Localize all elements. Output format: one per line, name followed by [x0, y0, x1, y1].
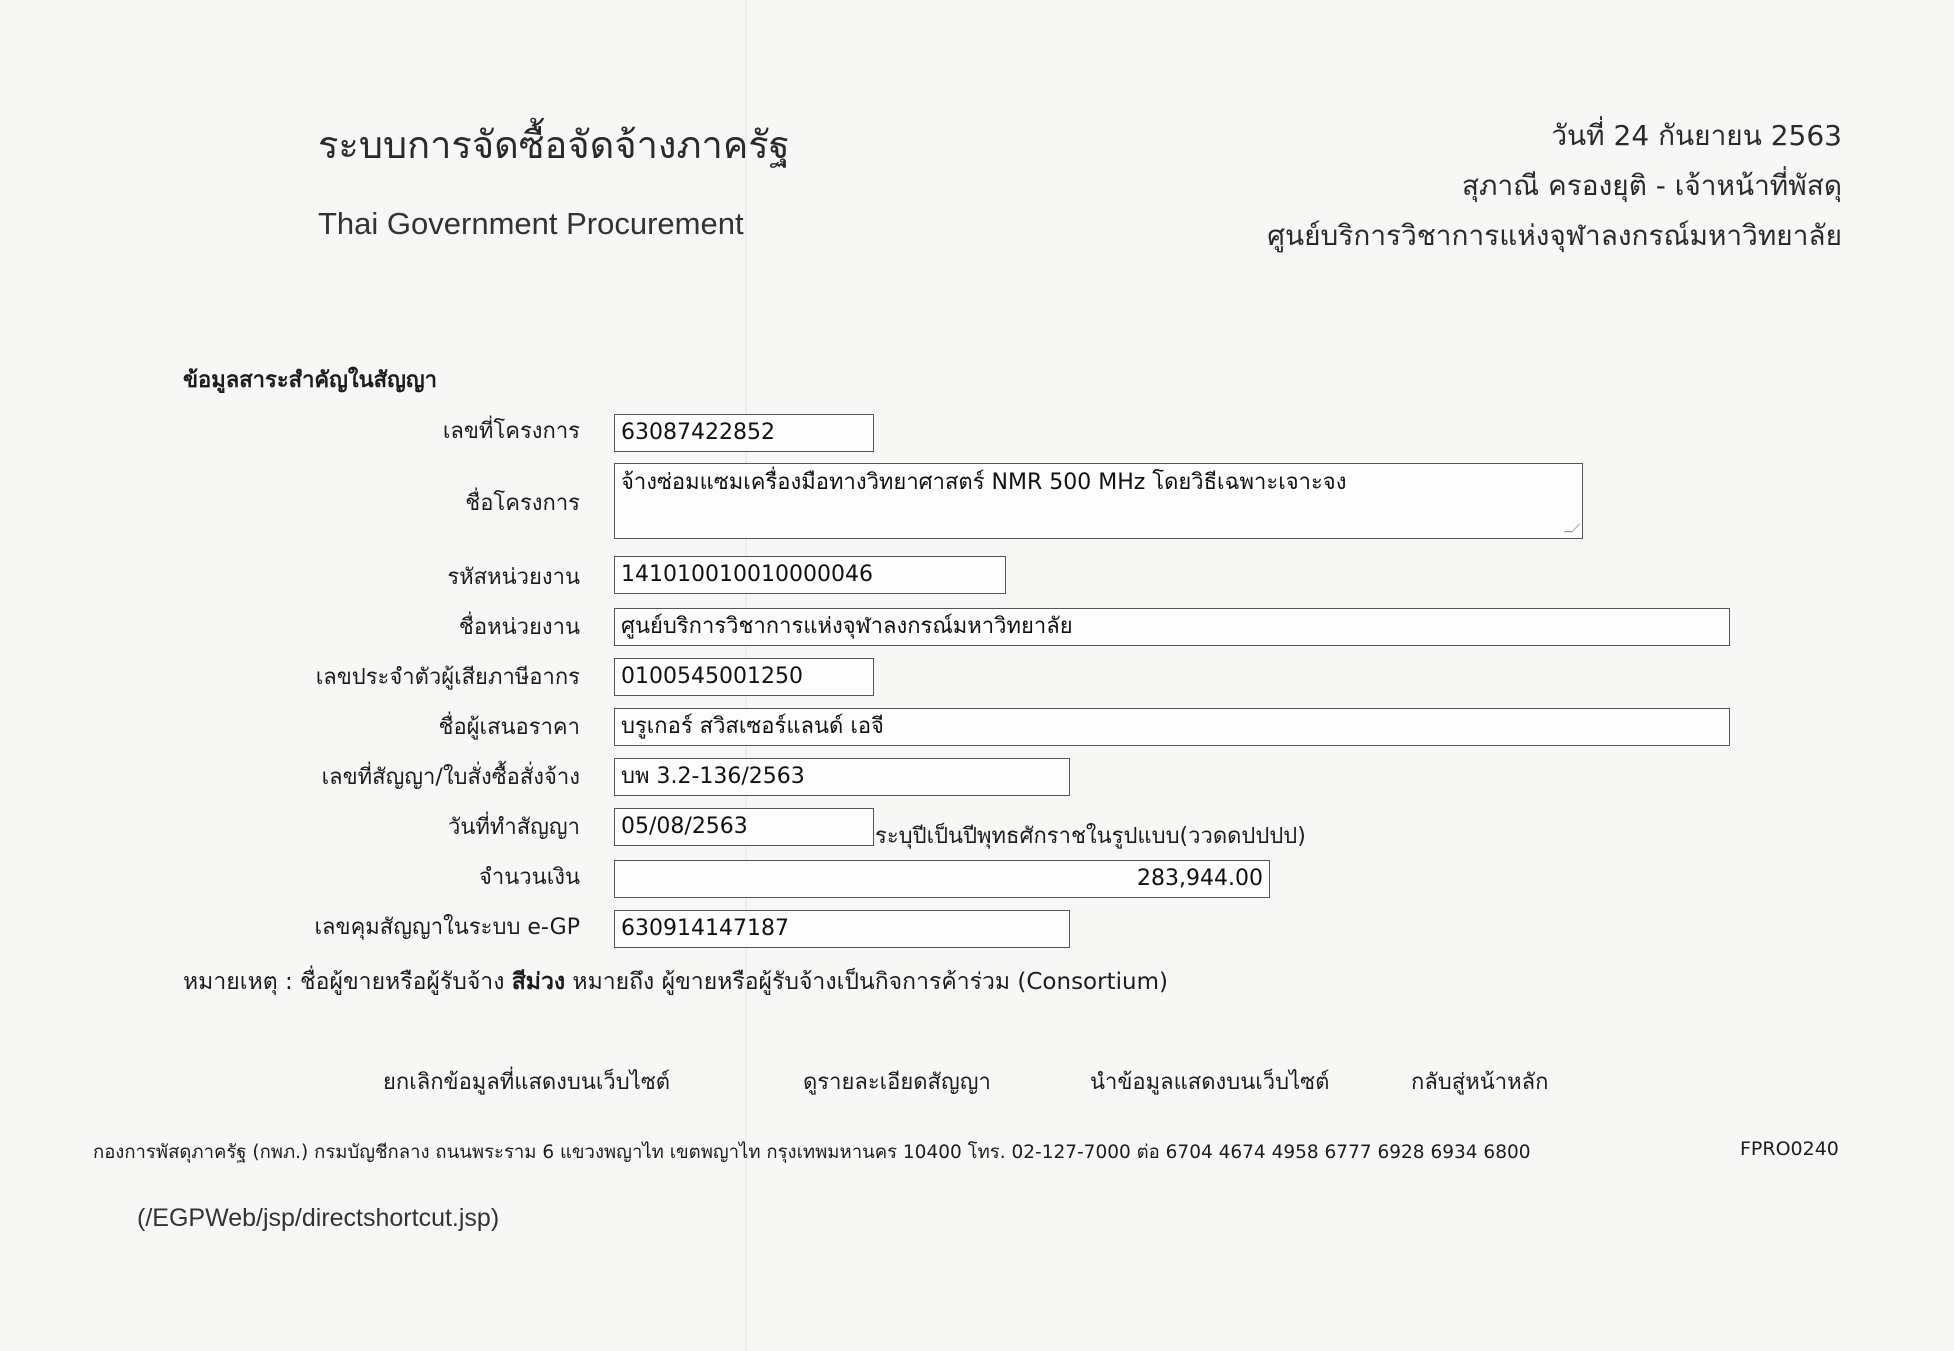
label-contract-date: วันที่ทำสัญญา: [447, 815, 580, 840]
label-amount: จำนวนเงิน: [479, 865, 580, 890]
egp-no-field[interactable]: 630914147187: [614, 910, 1070, 948]
system-title-thai: ระบบการจัดซื้อจัดจ้างภาครัฐ: [318, 123, 790, 167]
page-url: (/EGPWeb/jsp/directshortcut.jsp): [137, 1204, 500, 1232]
project-name-text: จ้างซ่อมแซมเครื่องมือทางวิทยาศาสตร์ NMR 500 MHz โดยวิธีเฉพาะเจาะจง: [621, 470, 1347, 495]
label-project-no: เลขที่โครงการ: [442, 419, 580, 444]
agency-name: ศูนย์บริการวิชาการแห่งจุฬาลงกรณ์มหาวิทยาลัย: [1267, 219, 1842, 252]
amount-field[interactable]: 283,944.00: [614, 860, 1270, 898]
contract-no-field[interactable]: บพ 3.2-136/2563: [614, 758, 1070, 796]
back-to-home-link[interactable]: กลับสู่หน้าหลัก: [1411, 1070, 1549, 1095]
contract-date-field[interactable]: 05/08/2563: [614, 808, 874, 846]
view-contract-details-link[interactable]: ดูรายละเอียดสัญญา: [803, 1070, 991, 1095]
section-title: ข้อมูลสาระสำคัญในสัญญา: [183, 368, 437, 393]
dept-name-field[interactable]: ศูนย์บริการวิชาการแห่งจุฬาลงกรณ์มหาวิทยาลัย: [614, 608, 1730, 646]
consortium-note: [183, 964, 1168, 1000]
officer-name: สุภาณี ครองยุติ - เจ้าหน้าที่พัสดุ: [1461, 169, 1842, 202]
form-code: FPRO0240: [1740, 1138, 1839, 1160]
resize-grip-icon[interactable]: [1564, 524, 1581, 532]
label-dept-code: รหัสหน่วยงาน: [447, 565, 580, 590]
label-project-name: ชื่อโครงการ: [465, 491, 580, 516]
system-title-english: Thai Government Procurement: [318, 206, 744, 241]
publish-to-website-link[interactable]: นำข้อมูลแสดงบนเว็บไซต์: [1090, 1070, 1330, 1095]
note-highlight: สีม่วง: [511, 969, 566, 995]
bidder-field[interactable]: บรูเกอร์ สวิสเซอร์แลนด์ เอจี: [614, 708, 1730, 746]
label-egp-no: เลขคุมสัญญาในระบบ e-GP: [314, 915, 580, 940]
footer-address: กองการพัสดุภาครัฐ (กพภ.) กรมบัญชีกลาง ถนนพระราม 6 แขวงพญาไท เขตพญาไท กรุงเทพมหานคร 10400 โทร. 02-127-7000 ต่อ 6704 4674 4958 6777 6928 6934 6800: [93, 1142, 1531, 1163]
label-bidder: ชื่อผู้เสนอราคา: [438, 715, 580, 740]
contract-date-hint: ระบุปีเป็นปีพุทธศักราชในรูปแบบ(ววดดปปปป): [875, 824, 1306, 849]
dept-code-field[interactable]: 141010010010000046: [614, 556, 1006, 594]
label-tax-id: เลขประจำตัวผู้เสียภาษีอากร: [315, 665, 580, 690]
label-dept-name: ชื่อหน่วยงาน: [458, 615, 580, 640]
cancel-publish-link[interactable]: ยกเลิกข้อมูลที่แสดงบนเว็บไซต์: [383, 1070, 671, 1095]
project-name-textarea[interactable]: [614, 463, 1583, 539]
note-suffix: หมายถึง ผู้ขายหรือผู้รับจ้างเป็นกิจการค้าร่วม (Consortium): [565, 969, 1168, 995]
print-date: วันที่ 24 กันยายน 2563: [1551, 119, 1842, 152]
note-prefix: หมายเหตุ : ชื่อผู้ขายหรือผู้รับจ้าง: [183, 969, 512, 995]
tax-id-field[interactable]: 0100545001250: [614, 658, 874, 696]
label-contract-no: เลขที่สัญญา/ใบสั่งซื้อสั่งจ้าง: [321, 765, 580, 790]
project-no-field[interactable]: 63087422852: [614, 414, 874, 452]
